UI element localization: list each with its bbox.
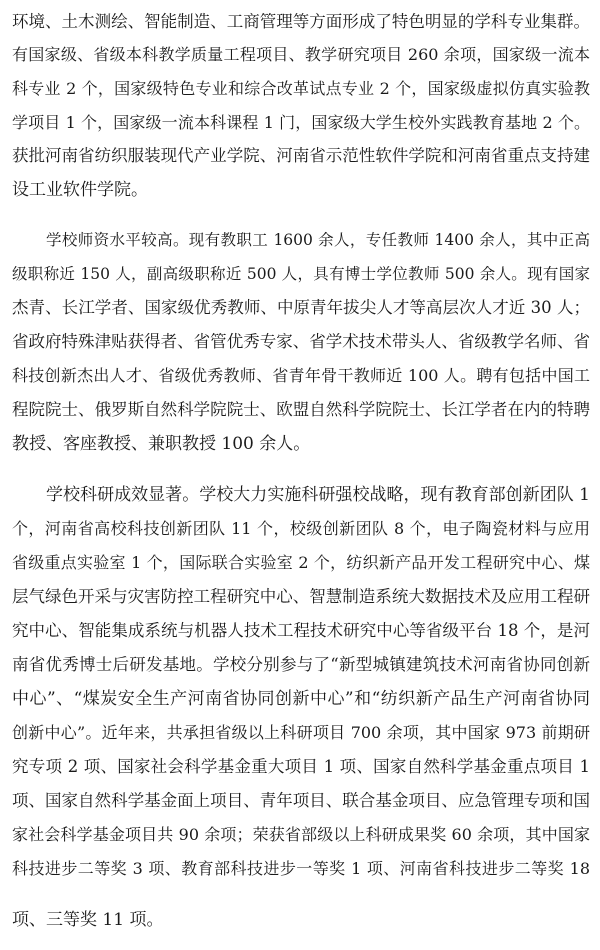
text-line: 程院院士、俄罗斯自然科学院院士、欧盟自然科学院院士、长江学者在内的特聘 bbox=[12, 400, 590, 419]
paragraph-first-line: 学校科研成效显著。学校大力实施科研强校战略，现有教育部创新团队 1 bbox=[46, 485, 590, 505]
text-line: 项、国家自然科学基金面上项目、青年项目、联合基金项目、应急管理专项和国 bbox=[12, 791, 590, 810]
text-line: 项、三等奖 11 项。 bbox=[12, 910, 164, 930]
text-line: 个，河南省高校科技创新团队 11 个，校级创新团队 8 个，电子陶瓷材料与应用 bbox=[12, 519, 590, 538]
text-line: 究中心、智能集成系统与机器人技术工程技术研究中心等省级平台 18 个，是河 bbox=[12, 621, 590, 640]
text-line: 设工业软件学院。 bbox=[12, 180, 148, 200]
text-line: 省政府特殊津贴获得者、省管优秀专家、省学术技术带头人、省级教学名师、省 bbox=[12, 332, 590, 351]
text-line: 中心”、“煤炭安全生产河南省协同创新中心”和“纺织新产品生产河南省协同 bbox=[12, 689, 590, 709]
text-line: 究专项 2 项、国家社会科学基金重大项目 1 项、国家自然科学基金重点项目 1 bbox=[12, 757, 590, 776]
text-line: 获批河南省纺织服装现代产业学院、河南省示范性软件学院和河南省重点支持建 bbox=[12, 146, 590, 165]
text-line: 层气绿色开采与灾害防控工程研究中心、智慧制造系统大数据技术及应用工程研 bbox=[12, 587, 590, 606]
text-line: 创新中心”。近年来，共承担省级以上科研项目 700 余项，其中国家 973 前期研 bbox=[12, 723, 590, 742]
text-line: 杰青、长江学者、国家级优秀教师、中原青年拔尖人才等高层次人才近 30 人； bbox=[12, 298, 590, 317]
text-line: 科技创新杰出人才、省级优秀教师、省青年骨干教师近 100 人。聘有包括中国工 bbox=[12, 366, 590, 385]
text-line: 学项目 1 个，国家级一流本科课程 1 门，国家级大学生校外实践教育基地 2 个。 bbox=[12, 113, 590, 132]
text-line: 科技进步二等奖 3 项、教育部科技进步一等奖 1 项、河南省科技进步二等奖 18 bbox=[12, 859, 590, 878]
paragraph-first-line: 学校师资水平较高。现有教职工 1600 余人，专任教师 1400 余人，其中正高 bbox=[46, 231, 590, 249]
text-line: 省级重点实验室 1 个，国际联合实验室 2 个，纺织新产品开发工程研究中心、煤 bbox=[12, 553, 590, 572]
text-line: 教授、客座教授、兼职教授 100 余人。 bbox=[12, 434, 311, 454]
text-line: 家社会科学基金项目共 90 余项；荣获省部级以上科研成果奖 60 余项，其中国家 bbox=[12, 825, 590, 844]
text-line: 级职称近 150 人，副高级职称近 500 人，具有博士学位教师 500 余人。现有国家 bbox=[12, 265, 590, 283]
text-line: 有国家级、省级本科教学质量工程项目、教学研究项目 260 余项，国家级一流本 bbox=[12, 45, 590, 64]
text-line: 环境、土木测绘、智能制造、工商管理等方面形成了特色明显的学科专业集群。 bbox=[12, 12, 590, 31]
text-line: 南省优秀博士后研发基地。学校分别参与了“新型城镇建筑技术河南省协同创新 bbox=[12, 655, 590, 674]
text-line: 科专业 2 个，国家级特色专业和综合改革试点专业 2 个，国家级虚拟仿真实验教 bbox=[12, 79, 590, 98]
